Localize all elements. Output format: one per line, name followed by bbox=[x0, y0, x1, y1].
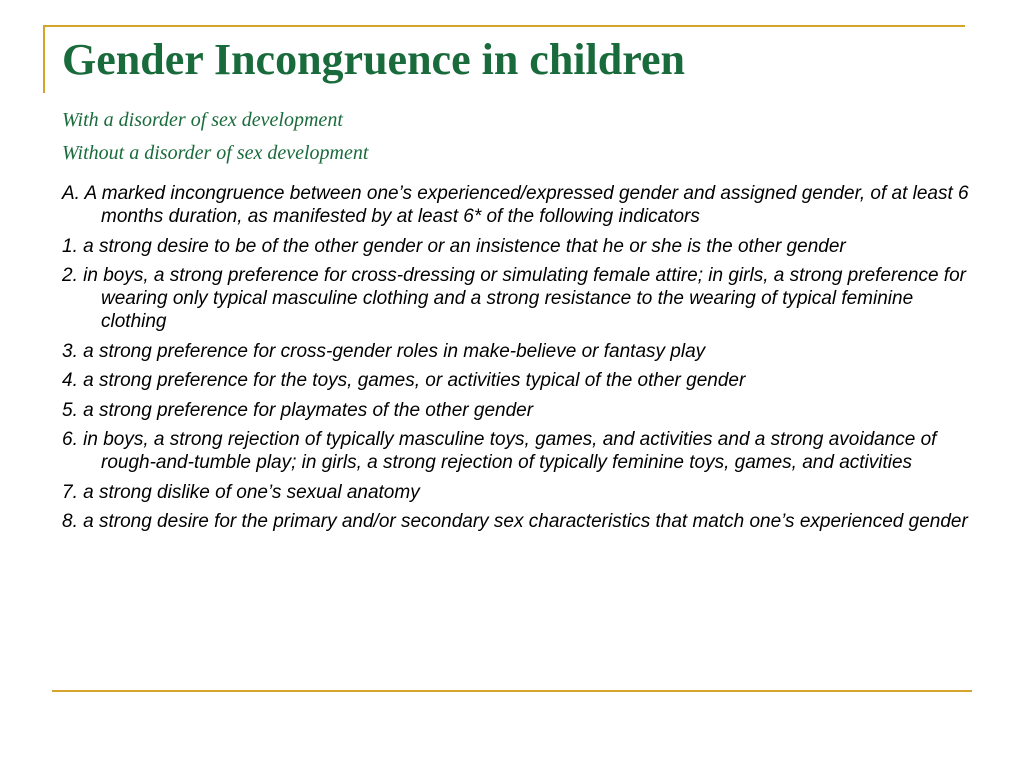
bottom-accent-rule bbox=[52, 690, 972, 692]
top-accent-rule bbox=[43, 25, 965, 27]
criterion-2: 2. in boys, a strong preference for cross-dressing or simulating female attire; in girls, a strong preference for wearing only typical masculine clothing and a strong resistance to the wearing of typical feminine clothing bbox=[62, 265, 966, 332]
criterion-7: 7. a strong dislike of one’s sexual anatomy bbox=[62, 481, 420, 503]
subtitle-without-dsd: Without a disorder of sex development bbox=[62, 142, 369, 164]
criterion-1: 1. a strong desire to be of the other gender or an insistence that he or she is the other gender bbox=[62, 235, 846, 257]
criterion-8: 8. a strong desire for the primary and/or secondary sex characteristics that match one’s experienced gender bbox=[62, 511, 968, 532]
criterion-a: A. A marked incongruence between one’s experienced/expressed gender and assigned gender, of at least 6 months duration, as manifested by at least 6* of the following indicators bbox=[62, 183, 969, 227]
criterion-6: 6. in boys, a strong rejection of typically masculine toys, games, and activities and a strong avoidance of rough-and-tumble play; in girls, a strong rejection of typically feminine toys, games, and activities bbox=[62, 429, 937, 473]
criterion-4: 4. a strong preference for the toys, games, or activities typical of the other gender bbox=[62, 370, 746, 391]
subtitle-with-dsd: With a disorder of sex development bbox=[62, 109, 343, 131]
criterion-5: 5. a strong preference for playmates of the other gender bbox=[62, 399, 534, 421]
criteria-list bbox=[62, 182, 972, 540]
criterion-3: 3. a strong preference for cross-gender roles in make-believe or fantasy play bbox=[62, 340, 706, 362]
left-accent-rule bbox=[43, 25, 45, 93]
slide-title: Gender Incongruence in children bbox=[62, 35, 685, 84]
